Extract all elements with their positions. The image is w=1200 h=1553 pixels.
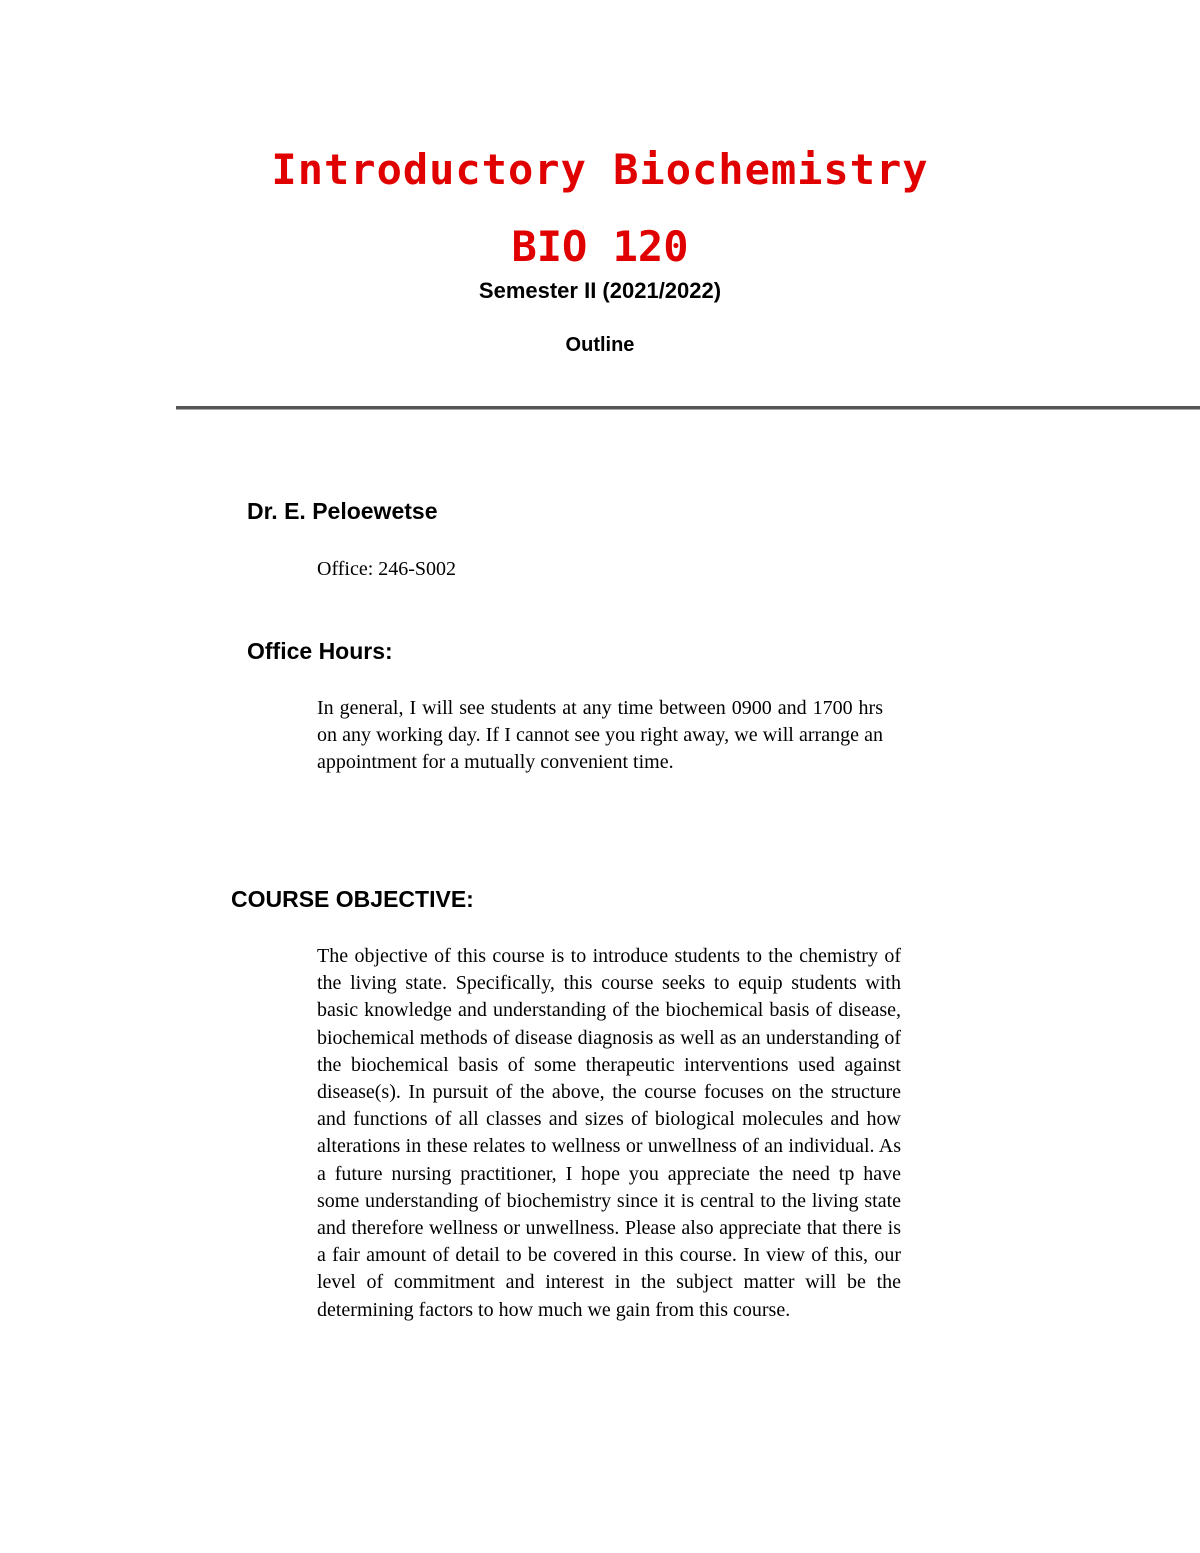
semester-label: Semester II (2021/2022) <box>478 278 722 303</box>
course-objective-heading: COURSE OBJECTIVE: <box>231 886 474 912</box>
horizontal-divider <box>176 406 1200 410</box>
course-code: BIO 120 <box>511 222 689 271</box>
office-location: Office: 246-S002 <box>317 558 457 580</box>
course-objective-text: The objective of this course is to introduce students to the chemistry of the living state. Specifically, this course seeks to equip students with basic knowledge and understanding of the biochemical basis of disease, biochemical methods of disease diagnosis as well as an understanding of the biochemical basis of some therapeutic interventions used against disease(s). In pursuit of the above, the course focuses on the structure and functions of all classes and sizes of biological molecules and how alterations in these relates to wellness or unwellness of an individual. As a future nursing practitioner, I hope you appreciate the need tp have some understanding of biochemistry since it is central to the living state and therefore wellness or unwellness. Please also appreciate that there is a fair amount of detail to be covered in this course. In view of this, our level of commitment and interest in the subject matter will be the determining factors to how much we gain from this course. <box>317 945 901 1321</box>
document-title: Introductory Biochemistry <box>271 145 929 194</box>
lecturer-name: Dr. E. Peloewetse <box>247 498 438 524</box>
office-hours-text: In general, I will see students at any time between 0900 and 1700 hrs on any working day. If I cannot see you right away, we will arrange an appointment for a mutually convenient time. <box>317 697 883 774</box>
outline-label: Outline <box>565 334 635 356</box>
office-hours-heading: Office Hours: <box>247 638 393 664</box>
